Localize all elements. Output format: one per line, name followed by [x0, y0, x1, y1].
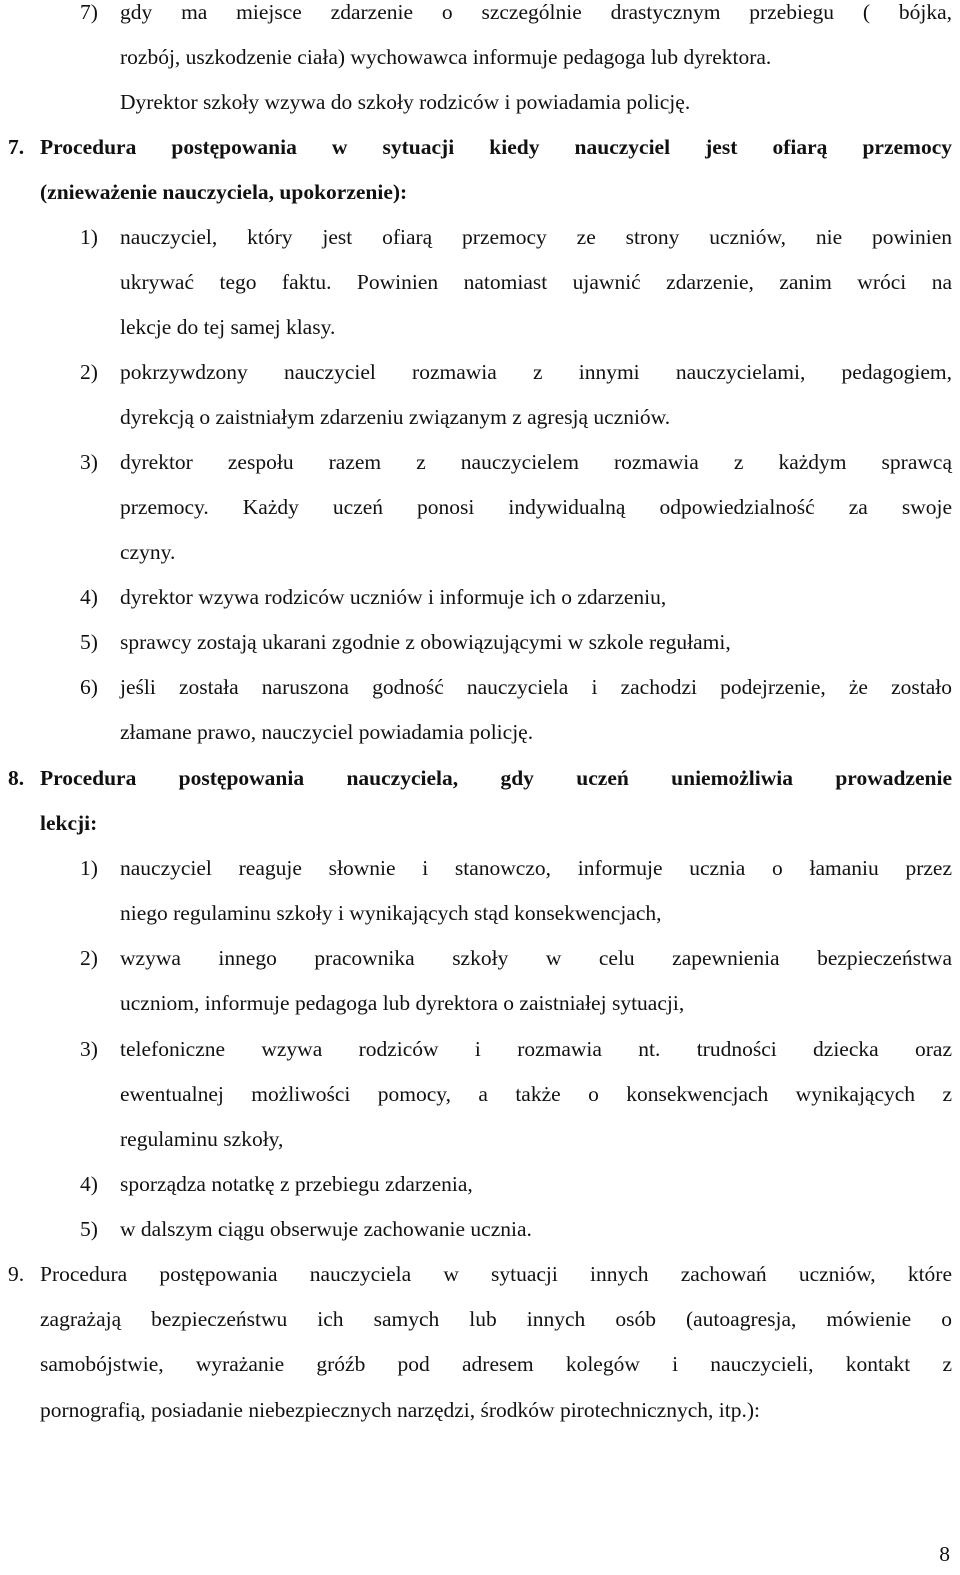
list-item-line: ewentualnej możliwości pomocy, a także o konsekwencjach wynikających z — [120, 1082, 952, 1106]
list-item-line: dyrektor wzywa rodziców uczniów i informuje ich o zdarzeniu, — [120, 585, 667, 609]
list-item-line: gdy ma miejsce zdarzenie o szczególnie drastycznym przebiegu ( bójka, — [120, 0, 952, 24]
list-number: 4) — [80, 1172, 98, 1196]
section-number: 9. — [8, 1262, 25, 1286]
list-number: 1) — [80, 225, 98, 249]
section-title: Procedura postępowania nauczyciela, gdy uczeń uniemożliwia prowadzenie — [40, 766, 952, 790]
list-item-line: lekcje do tej samej klasy. — [120, 315, 336, 339]
list-item-line: sprawcy zostają ukarani zgodnie z obowiązującymi w szkole regułami, — [120, 630, 731, 654]
section-title: Procedura postępowania w sytuacji kiedy nauczyciel jest ofiarą przemocy — [40, 135, 952, 159]
section-title: lekcji: — [40, 811, 98, 835]
list-item-line: złamane prawo, nauczyciel powiadamia policję. — [120, 720, 534, 744]
list-item-line: regulaminu szkoły, — [120, 1127, 284, 1151]
list-item-line: nauczyciel reaguje słownie i stanowczo, informuje ucznia o łamaniu przez — [120, 856, 952, 880]
section-number: 8. — [8, 766, 25, 790]
list-item-line: sporządza notatkę z przebiegu zdarzenia, — [120, 1172, 473, 1196]
list-number: 4) — [80, 585, 98, 609]
page-number: 8 — [939, 1542, 950, 1566]
list-item-line: dyrektor zespołu razem z nauczycielem rozmawia z każdym sprawcą — [120, 450, 952, 474]
list-item-line: telefoniczne wzywa rodziców i rozmawia nt. trudności dziecka oraz — [120, 1037, 952, 1061]
section-text-line: Procedura postępowania nauczyciela w sytuacji innych zachowań uczniów, które — [40, 1262, 952, 1286]
list-item-line: czyny. — [120, 540, 176, 564]
list-item-line: pokrzywdzony nauczyciel rozmawia z innymi nauczycielami, pedagogiem, — [120, 360, 952, 384]
list-item-line: jeśli została naruszona godność nauczyciela i zachodzi podejrzenie, że zostało — [120, 675, 952, 699]
list-number: 3) — [80, 1037, 98, 1061]
list-number: 3) — [80, 450, 98, 474]
list-item-line: dyrekcją o zaistniałym zdarzeniu związanym z agresją uczniów. — [120, 405, 671, 429]
list-number: 5) — [80, 1217, 98, 1241]
list-item-line: Dyrektor szkoły wzywa do szkoły rodziców i powiadamia policję. — [120, 90, 691, 114]
list-item-line: nauczyciel, który jest ofiarą przemocy ze strony uczniów, nie powinien — [120, 225, 952, 249]
list-item-line: ukrywać tego faktu. Powinien natomiast ujawnić zdarzenie, zanim wróci na — [120, 270, 952, 294]
list-item-line: przemocy. Każdy uczeń ponosi indywidualną odpowiedzialność za swoje — [120, 495, 952, 519]
section-text-line: zagrażają bezpieczeństwu ich samych lub innych osób (autoagresja, mówienie o — [40, 1307, 952, 1331]
section-text-line: pornografią, posiadanie niebezpiecznych narzędzi, środków pirotechnicznych, itp.): — [40, 1398, 760, 1422]
list-item-line: uczniom, informuje pedagoga lub dyrektora o zaistniałej sytuacji, — [120, 991, 685, 1015]
list-item-line: niego regulaminu szkoły i wynikających stąd konsekwencjach, — [120, 901, 662, 925]
list-number: 2) — [80, 946, 98, 970]
list-number: 6) — [80, 675, 98, 699]
list-item-line: rozbój, uszkodzenie ciała) wychowawca informuje pedagoga lub dyrektora. — [120, 45, 772, 69]
section-text-line: samobójstwie, wyrażanie gróźb pod adresem kolegów i nauczycieli, kontakt z — [40, 1352, 952, 1376]
section-number: 7. — [8, 135, 25, 159]
section-title: (znieważenie nauczyciela, upokorzenie): — [40, 180, 408, 204]
list-number: 7) — [80, 0, 98, 24]
list-number: 2) — [80, 360, 98, 384]
list-number: 5) — [80, 630, 98, 654]
list-item-line: wzywa innego pracownika szkoły w celu zapewnienia bezpieczeństwa — [120, 946, 952, 970]
list-item-line: w dalszym ciągu obserwuje zachowanie ucznia. — [120, 1217, 532, 1241]
list-number: 1) — [80, 856, 98, 880]
